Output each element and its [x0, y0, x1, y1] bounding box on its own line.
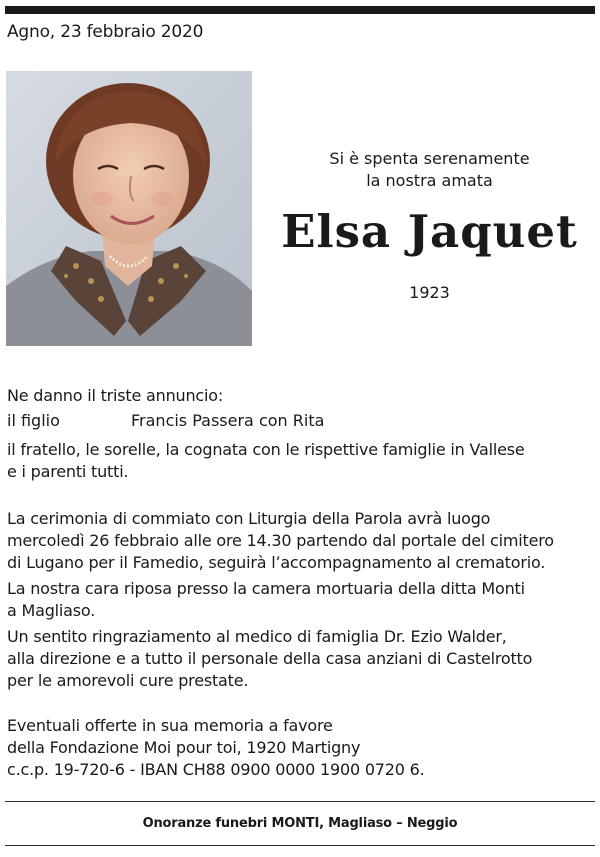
- footer-divider-bottom: [5, 845, 595, 846]
- rest-line-1: La nostra cara riposa presso la camera mortuaria della ditta Monti: [7, 579, 525, 598]
- footer-divider-top: [5, 801, 595, 802]
- rest-line-2: a Magliaso.: [7, 601, 96, 620]
- ceremony-line-2: mercoledì 26 febbraio alle ore 14.30 partendo dal portale del cimitero: [7, 531, 554, 550]
- footer-funeral-home: Onoranze funebri MONTI, Magliaso – Neggio: [142, 816, 458, 831]
- donations-line-3: c.c.p. 19-720-6 - IBAN CH88 0900 0000 1900 0720 6.: [7, 760, 425, 779]
- birth-year: 1923: [409, 283, 450, 302]
- place-date: Agno, 23 febbraio 2020: [7, 22, 204, 42]
- relatives-line-2: e i parenti tutti.: [7, 462, 129, 481]
- intro-line-2: la nostra amata: [366, 171, 493, 190]
- portrait-photo: [6, 71, 252, 346]
- donations-line-1: Eventuali offerte in sua memoria a favore: [7, 716, 333, 735]
- intro-line-1: Si è spenta serenamente: [329, 149, 530, 168]
- son-label: il figlio: [7, 411, 60, 430]
- top-rule: [5, 6, 595, 14]
- thanks-line-3: per le amorevoli cure prestate.: [7, 671, 249, 690]
- ceremony-line-1: La cerimonia di commiato con Liturgia della Parola avrà luogo: [7, 509, 491, 528]
- son-name: Francis Passera con Rita: [131, 411, 325, 430]
- donations-line-2: della Fondazione Moi pour toi, 1920 Martigny: [7, 738, 361, 757]
- relatives-line-1: il fratello, le sorelle, la cognata con le rispettive famiglie in Vallese: [7, 440, 525, 459]
- thanks-line-1: Un sentito ringraziamento al medico di famiglia Dr. Ezio Walder,: [7, 627, 507, 646]
- thanks-line-2: alla direzione e a tutto il personale della casa anziani di Castelrotto: [7, 649, 533, 668]
- deceased-name: Elsa Jaquet: [281, 205, 578, 258]
- announcement-lead: Ne danno il triste annuncio:: [7, 386, 224, 405]
- ceremony-line-3: di Lugano per il Famedio, seguirà l’accompagnamento al crematorio.: [7, 553, 546, 572]
